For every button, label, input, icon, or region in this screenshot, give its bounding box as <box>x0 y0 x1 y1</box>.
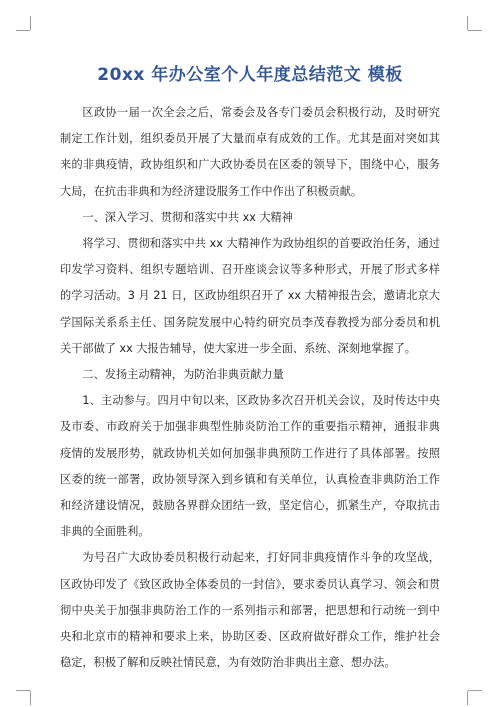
paragraph-letter: 为号召广大政协委员积极行动起来，打好同非典疫情作斗争的攻坚战，区政协印发了《致区政协全体委员的一封信》，要求委员认真学习、领会和贯彻中央关于加强非典防治工作的一系列指示和部署，把思想和行动统一到中央和北京市的精神和要求上来，协助区委、区政府做好群众工作，维护社会稳定，积极了解和反映社情民意，为有效防治非典出主意、想办法。 <box>60 551 440 670</box>
paragraph-intro: 区政协一届一次全会之后，常委会及各专门委员会积极行动，及时研究制定工作计划，组织委员开展了大量而卓有成效的工作。尤其是面对突如其来的非典疫情，政协组织和广大政协委员在区委的领导下，围绕中心，服务大局，在抗击非典和为经济建设服务工作中作出了积极贡献。 <box>60 106 440 198</box>
document-title: 20xx 年办公室个人年度总结范文 模板 <box>97 65 403 85</box>
document-body <box>60 100 440 676</box>
paragraph-participation: 1、主动参与。四月中旬以来，区政协多次召开机关会议，及时传达中央及市委、市政府关于加强非典型性肺炎防治工作的重要指示精神，通报非典疫情的发展形势，就政协机关如何加强非典预防工作进行了具体部署。按照区委的统一部署，政协领导深入到乡镇和有关单位，认真检查非典防治工作和经济建设情况，鼓励各界群众团结一致，坚定信心，抓紧生产，夺取抗击非典的全面胜利。 <box>60 394 440 539</box>
section-heading-2: 二、发扬主动精神，为防治非典贡献力量 <box>82 368 284 382</box>
section-heading-1: 一、深入学习、贯彻和落实中共 xx 大精神 <box>82 210 293 224</box>
paragraph-study: 将学习、贯彻和落实中共 xx 大精神作为政协组织的首要政治任务，通过印发学习资料、组织专题培训、召开座谈会议等多种形式，开展了形式多样的学习活动。3 月 21 日，区政协组织召开了 xx 大精神报告会，邀请北京大学国际关系系主任、国务院发展中心特约研究员李茂春教授为部分委员和机关干部做了 xx 大报告辅导，使大家进一步全面、系统、深刻地掌握了。 <box>60 237 440 355</box>
